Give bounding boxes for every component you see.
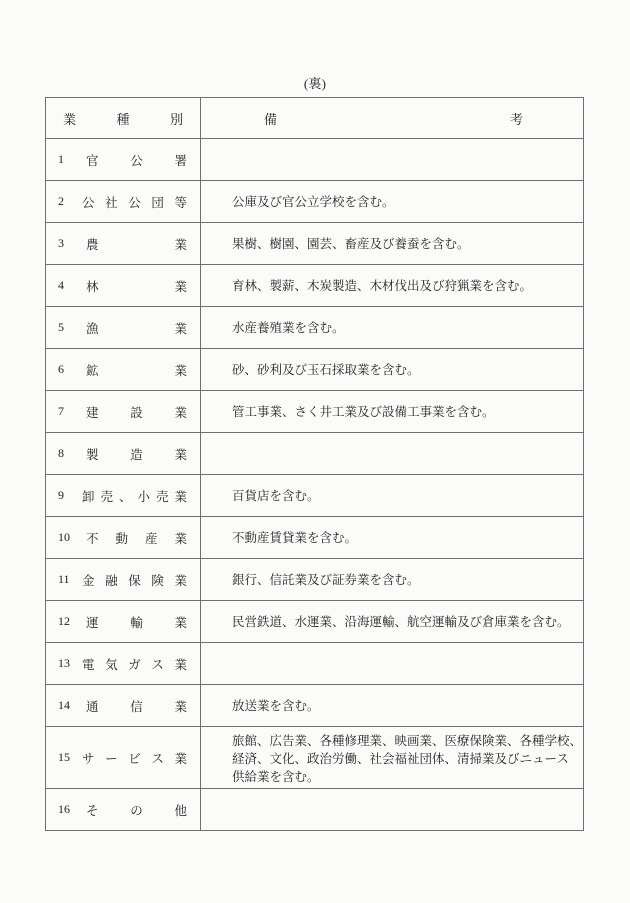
industry-row-number: 8 — [58, 446, 64, 460]
industry-kind-label: 漁業 — [86, 321, 187, 336]
cell-industry-kind — [46, 181, 201, 223]
table-row — [46, 181, 584, 223]
table-row — [46, 727, 584, 789]
remarks-text — [201, 235, 583, 253]
remarks-line: 経済、文化、政治労働、社会福祉団体、清掃業及びニュース — [232, 751, 569, 766]
table-row — [46, 789, 584, 831]
table-row — [46, 559, 584, 601]
industry-kind-label: 不動産業 — [86, 531, 187, 546]
cell-remarks — [201, 643, 584, 685]
cell-industry-kind — [46, 559, 201, 601]
industry-row-number: 2 — [58, 194, 64, 208]
remarks-line: 供給業を含む。 — [232, 769, 320, 784]
remarks-line: 管工事業、さく井工業及び設備工事業を含む。 — [232, 404, 495, 419]
remarks-line: 砂、砂利及び玉石採取業を含む。 — [232, 362, 420, 377]
table-row — [46, 307, 584, 349]
cell-remarks — [201, 559, 584, 601]
remarks-line: 公庫及び官公立学校を含む。 — [232, 194, 395, 209]
cell-remarks — [201, 391, 584, 433]
header-row — [46, 98, 584, 139]
industry-kind-inner — [46, 319, 200, 337]
industry-kind-label: 鉱業 — [86, 363, 187, 378]
remarks-line: 果樹、樹園、園芸、畜産及び養蚕を含む。 — [232, 236, 470, 251]
remarks-text — [201, 277, 583, 295]
cell-industry-kind — [46, 307, 201, 349]
industry-kind-label: 金融保険業 — [82, 573, 187, 588]
remarks-line: 水産養殖業を含む。 — [232, 320, 345, 335]
remarks-text — [201, 361, 583, 379]
cell-industry-kind — [46, 727, 201, 789]
cell-remarks — [201, 349, 584, 391]
table-header — [46, 98, 584, 139]
industry-row-number: 16 — [58, 802, 70, 816]
cell-remarks — [201, 181, 584, 223]
remarks-text — [201, 487, 583, 505]
industry-kind-inner — [46, 277, 200, 295]
table-row — [46, 139, 584, 181]
industry-kind-inner — [46, 193, 200, 211]
industry-kind-inner — [46, 697, 200, 715]
remarks-line: 銀行、信託業及び証券業を含む。 — [232, 572, 420, 587]
industry-row-number: 11 — [58, 572, 70, 586]
remarks-text — [201, 319, 583, 337]
industry-kind-inner — [46, 749, 200, 767]
table-row — [46, 433, 584, 475]
industry-classification-table — [45, 97, 584, 831]
table-row — [46, 643, 584, 685]
industry-kind-inner — [46, 235, 200, 253]
cell-remarks — [201, 433, 584, 475]
remarks-text — [201, 613, 583, 631]
cell-industry-kind — [46, 789, 201, 831]
industry-kind-label: 電気ガス業 — [82, 657, 187, 672]
industry-kind-inner — [46, 361, 200, 379]
industry-kind-inner — [46, 529, 200, 547]
industry-kind-inner — [46, 403, 200, 421]
table-row — [46, 265, 584, 307]
cell-industry-kind — [46, 349, 201, 391]
industry-kind-label: 林業 — [86, 279, 187, 294]
cell-remarks — [201, 475, 584, 517]
cell-industry-kind — [46, 265, 201, 307]
industry-kind-label: 製造業 — [86, 447, 187, 462]
industry-row-number: 1 — [58, 152, 64, 166]
remarks-line: 旅館、広告業、各種修理業、映画業、医療保険業、各種学校、 — [232, 733, 583, 748]
industry-kind-label: その他 — [86, 803, 187, 818]
industry-kind-inner — [46, 801, 200, 819]
cell-industry-kind — [46, 433, 201, 475]
remarks-text — [201, 403, 583, 421]
cell-remarks — [201, 139, 584, 181]
industry-kind-label: 農業 — [86, 237, 187, 252]
industry-kind-label: 官公署 — [86, 153, 187, 168]
industry-kind-label: 卸売、小売業 — [82, 489, 187, 504]
cell-remarks — [201, 727, 584, 789]
industry-row-number: 4 — [58, 278, 64, 292]
industry-row-number: 15 — [58, 750, 70, 764]
industry-row-number: 9 — [58, 488, 64, 502]
remarks-text — [201, 193, 583, 211]
page-title: (裏) — [303, 76, 327, 91]
header-label-note-left: 備 — [264, 111, 392, 127]
cell-industry-kind — [46, 223, 201, 265]
table-body — [46, 139, 584, 831]
remarks-text — [201, 730, 583, 786]
industry-kind-label: サービス業 — [82, 751, 187, 766]
table-row — [46, 601, 584, 643]
remarks-line: 不動産賃貸業を含む。 — [232, 530, 358, 545]
remarks-line: 放送業を含む。 — [232, 698, 320, 713]
cell-industry-kind — [46, 685, 201, 727]
cell-remarks — [201, 601, 584, 643]
remarks-text — [201, 697, 583, 715]
table-row — [46, 475, 584, 517]
industry-row-number: 3 — [58, 236, 64, 250]
remarks-line: 育林、製薪、木炭製造、木材伐出及び狩猟業を含む。 — [232, 278, 533, 293]
table-row — [46, 517, 584, 559]
industry-row-number: 13 — [58, 656, 70, 670]
header-cell-note — [201, 98, 584, 139]
cell-industry-kind — [46, 601, 201, 643]
remarks-line: 民営鉄道、水運業、沿海運輸、航空運輸及び倉庫業を含む。 — [232, 614, 570, 629]
industry-kind-label: 公社公団等 — [82, 195, 187, 210]
cell-remarks — [201, 517, 584, 559]
industry-kind-label: 通信業 — [86, 699, 187, 714]
industry-row-number: 14 — [58, 698, 70, 712]
industry-row-number: 12 — [58, 614, 70, 628]
cell-industry-kind — [46, 643, 201, 685]
cell-industry-kind — [46, 139, 201, 181]
cell-remarks — [201, 223, 584, 265]
industry-kind-inner — [46, 445, 200, 463]
header-label-note-right: 考 — [509, 111, 523, 127]
industry-row-number: 5 — [58, 320, 64, 334]
industry-kind-label: 運輸業 — [86, 615, 187, 630]
cell-remarks — [201, 789, 584, 831]
cell-remarks — [201, 265, 584, 307]
table-row — [46, 349, 584, 391]
table-row — [46, 685, 584, 727]
industry-row-number: 6 — [58, 362, 64, 376]
remarks-line: 百貨店を含む。 — [232, 488, 320, 503]
industry-kind-inner — [46, 571, 200, 589]
cell-industry-kind — [46, 391, 201, 433]
remarks-text — [201, 529, 583, 547]
remarks-text — [201, 571, 583, 589]
industry-row-number: 10 — [58, 530, 70, 544]
cell-remarks — [201, 307, 584, 349]
header-label-kind: 業種別 — [63, 111, 183, 127]
industry-kind-label: 建設業 — [86, 405, 187, 420]
industry-kind-inner — [46, 655, 200, 673]
industry-kind-inner — [46, 613, 200, 631]
cell-industry-kind — [46, 475, 201, 517]
header-cell-kind — [46, 98, 201, 139]
cell-industry-kind — [46, 517, 201, 559]
cell-remarks — [201, 685, 584, 727]
table-row — [46, 391, 584, 433]
header-label-note — [201, 109, 583, 128]
industry-row-number: 7 — [58, 404, 64, 418]
industry-kind-inner — [46, 487, 200, 505]
table-row — [46, 223, 584, 265]
industry-kind-inner — [46, 151, 200, 169]
